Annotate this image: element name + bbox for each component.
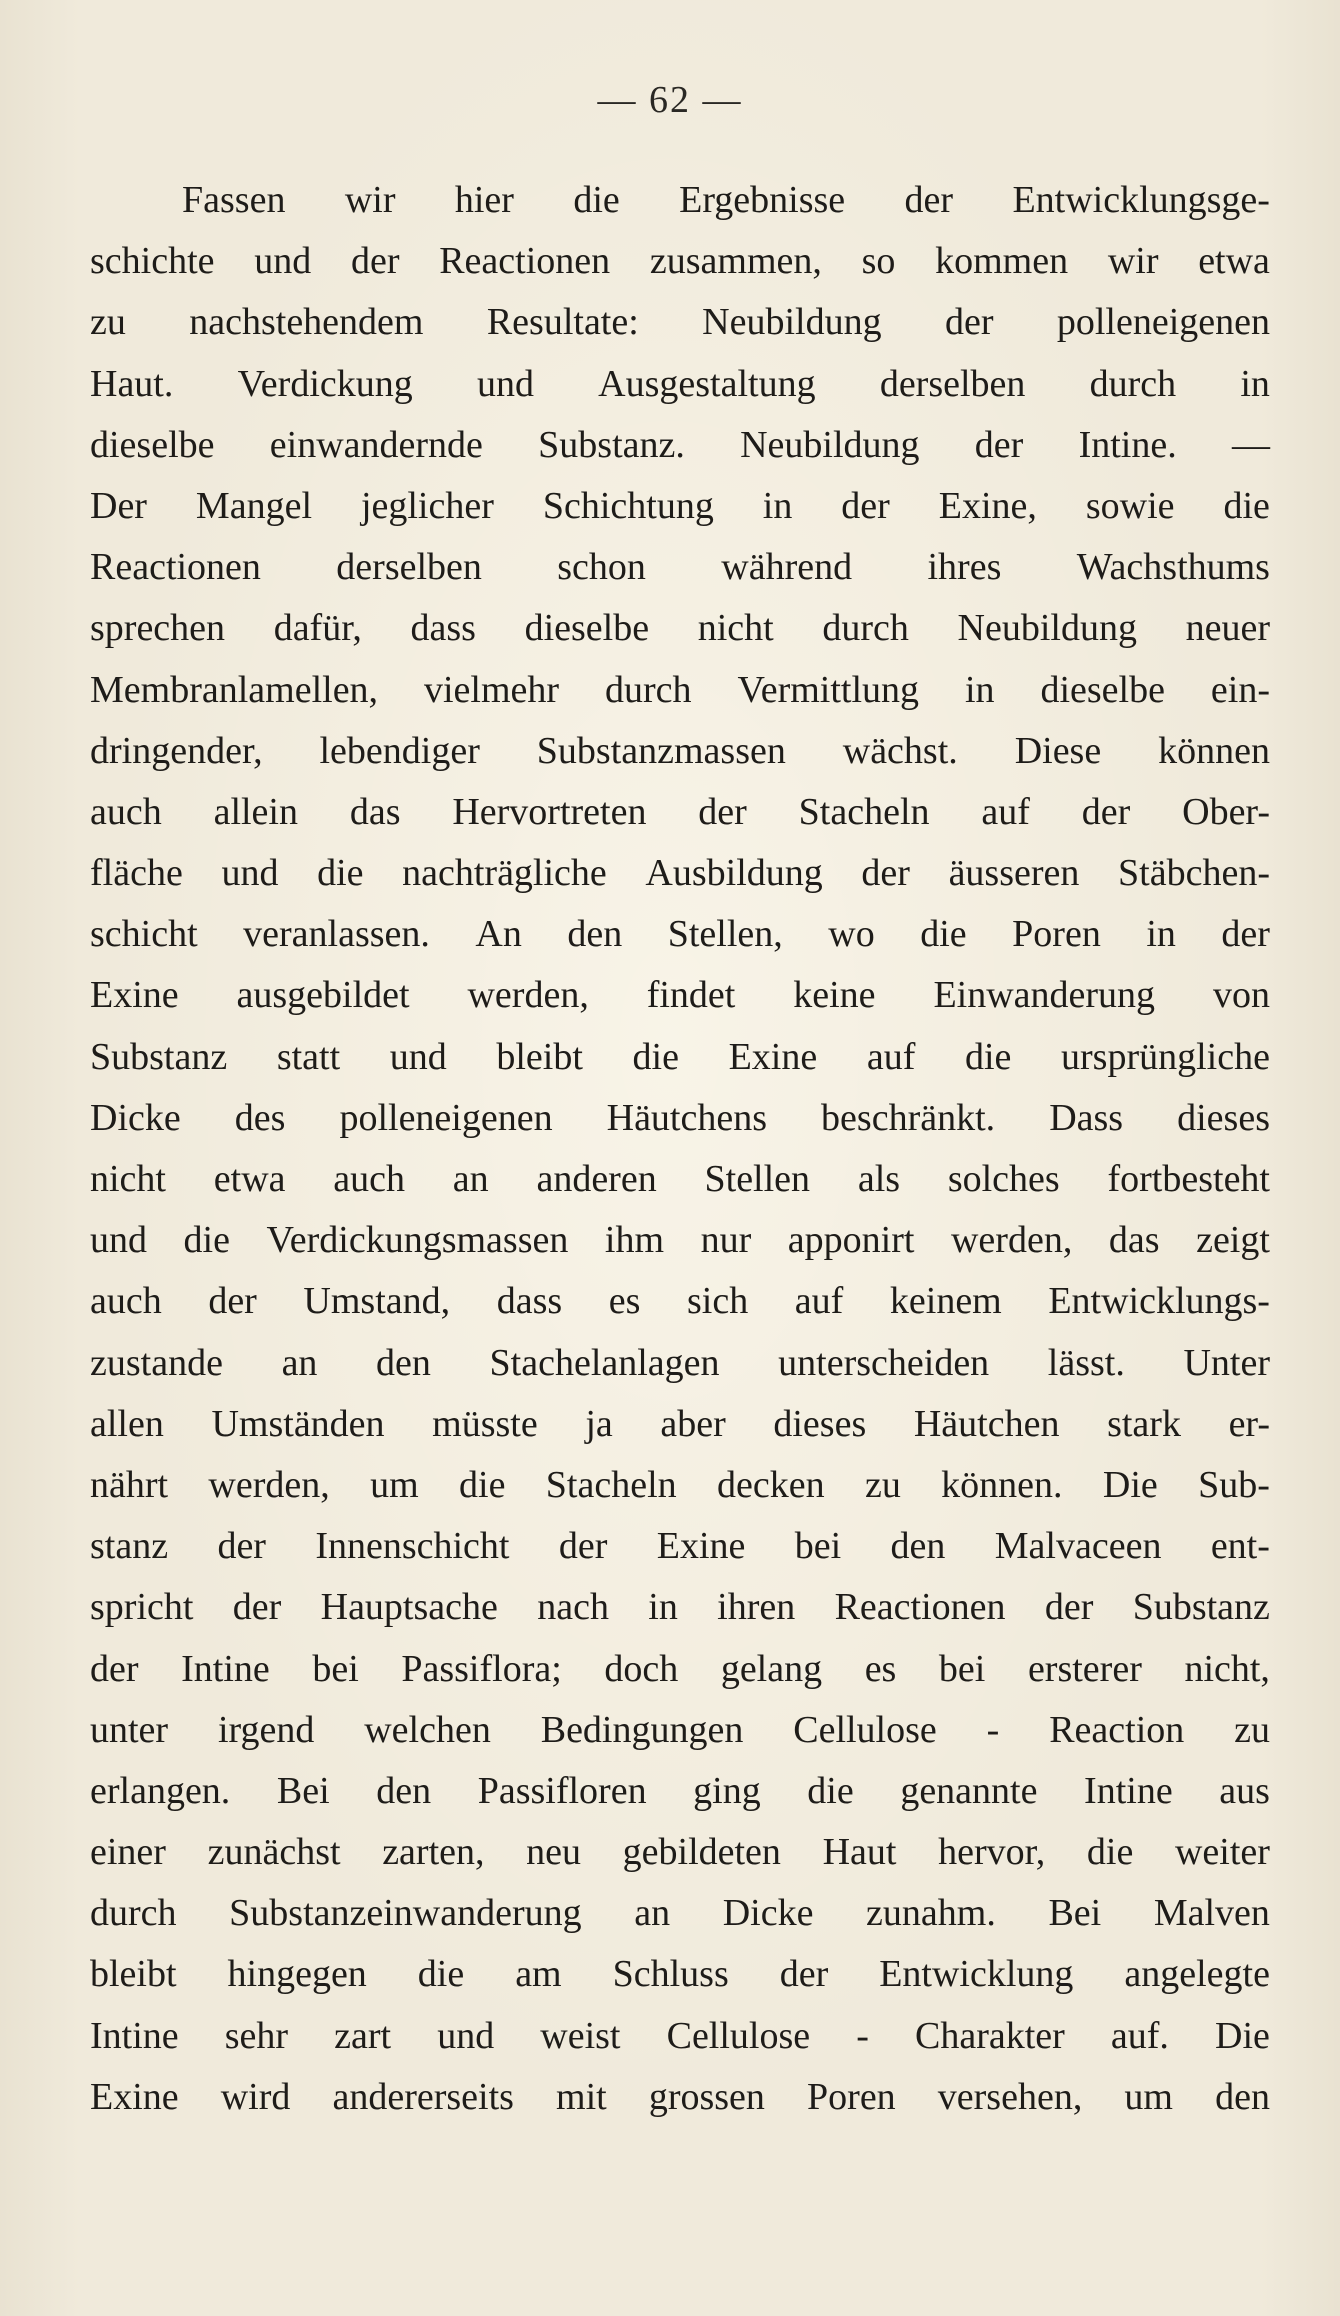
text-line: durch Substanzeinwanderung an Dicke zunahm. Bei Malven: [90, 1892, 1270, 1935]
text-line: allen Umständen müsste ja aber dieses Häutchen stark er-: [90, 1402, 1270, 1445]
text-line: schicht veranlassen. An den Stellen, wo die Poren in der: [90, 913, 1270, 956]
text-line: bleibt hingegen die am Schluss der Entwicklung angelegte: [90, 1953, 1270, 1996]
text-line: Substanz statt und bleibt die Exine auf die ursprüngliche: [90, 1035, 1270, 1078]
text-line: erlangen. Bei den Passifloren ging die genannte Intine aus: [90, 1769, 1270, 1812]
text-line: auch der Umstand, dass es sich auf keinem Entwicklungs-: [90, 1280, 1270, 1323]
text-line: schichte und der Reactionen zusammen, so kommen wir etwa: [90, 240, 1270, 283]
text-line: nährt werden, um die Stacheln decken zu können. Die Sub-: [90, 1463, 1270, 1506]
text-line: stanz der Innenschicht der Exine bei den Malvaceen ent-: [90, 1525, 1270, 1568]
text-line: Dicke des polleneigenen Häutchens beschränkt. Dass dieses: [90, 1096, 1270, 1139]
page-number: — 62 —: [597, 79, 743, 121]
text-line: Haut. Verdickung und Ausgestaltung derselben durch in: [90, 362, 1270, 405]
body-paragraph: [90, 170, 1270, 2128]
text-line: nicht etwa auch an anderen Stellen als solches fortbesteht: [90, 1158, 1270, 1200]
text-line: sprechen dafür, dass dieselbe nicht durch Neubildung neuer: [90, 607, 1270, 650]
text-line: fläche und die nachträgliche Ausbildung der äusseren Stäbchen-: [90, 852, 1270, 895]
text-line: Exine wird andererseits mit grossen Poren versehen, um den: [90, 2075, 1270, 2118]
text-line: dieselbe einwandernde Substanz. Neubildung der Intine. —: [90, 423, 1270, 466]
text-line: zustande an den Stachelanlagen unterscheiden lässt. Unter: [90, 1341, 1270, 1384]
text-line: Der Mangel jeglicher Schichtung in der Exine, sowie die: [90, 484, 1270, 527]
text-line: der Intine bei Passiflora; doch gelang es bei ersterer nicht,: [90, 1647, 1270, 1690]
text-line: Membranlamellen, vielmehr durch Vermittlung in dieselbe ein-: [90, 668, 1270, 711]
text-line: dringender, lebendiger Substanzmassen wächst. Diese können: [90, 729, 1270, 772]
text-line: auch allein das Hervortreten der Stacheln auf der Ober-: [90, 790, 1270, 833]
text-line: einer zunächst zarten, neu gebildeten Haut hervor, die weiter: [90, 1831, 1270, 1874]
text-line: unter irgend welchen Bedingungen Cellulose - Reaction zu: [90, 1708, 1270, 1751]
text-line: Exine ausgebildet werden, findet keine Einwanderung von: [90, 974, 1270, 1017]
text-line: Reactionen derselben schon während ihres Wachsthums: [90, 546, 1270, 589]
text-line: Intine sehr zart und weist Cellulose - Charakter auf. Die: [90, 2014, 1270, 2057]
text-line: zu nachstehendem Resultate: Neubildung der polleneigenen: [90, 301, 1270, 344]
text-line: spricht der Hauptsache nach in ihren Reactionen der Substanz: [90, 1586, 1270, 1629]
text-line: Fassen wir hier die Ergebnisse der Entwicklungsge-: [182, 179, 1270, 221]
text-line: und die Verdickungsmassen ihm nur apponirt werden, das zeigt: [90, 1219, 1270, 1262]
